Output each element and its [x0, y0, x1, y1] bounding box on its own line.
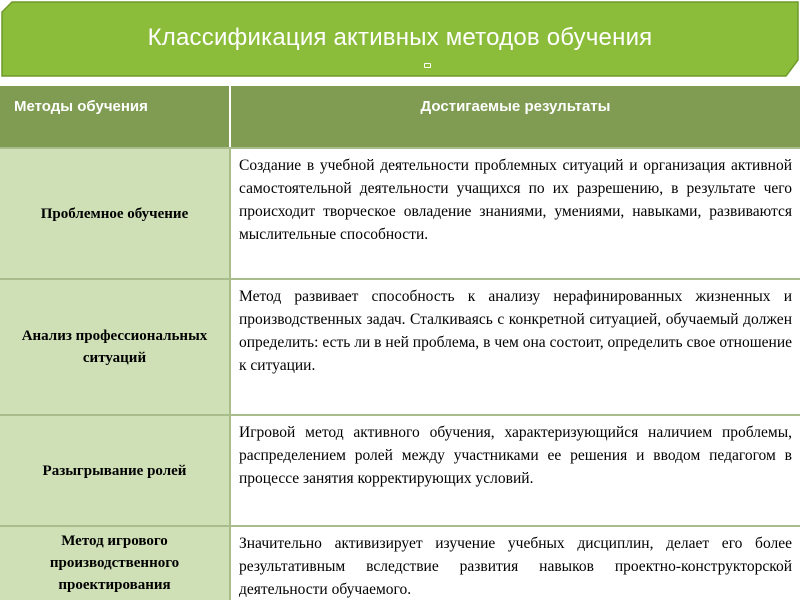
- method-cell: Анализ профессиональных ситуаций: [0, 280, 229, 414]
- page-title: Классификация активных методов обучения: [147, 24, 653, 51]
- table-row: [0, 527, 800, 600]
- header-results: Достигаемые результаты: [420, 98, 611, 115]
- placeholder-marker-icon: [424, 63, 431, 68]
- result-cell: Создание в учебной деятельности проблемных ситуаций и организация активной самостоятельной деятельности учащихся по их разрешению, в результате чего происходит творческое овладение знаниями, умениями, навыками, развиваются мыслительные способности.: [231, 149, 800, 278]
- header-methods: Методы обучения: [14, 98, 148, 115]
- table-row: [0, 149, 800, 278]
- method-cell: Метод игрового производственного проектирования: [0, 527, 229, 600]
- table-header: [0, 86, 800, 147]
- method-cell: Разыгрывание ролей: [0, 416, 229, 525]
- result-cell: Метод развивает способность к анализу нерафинированных жизненных и производственных задач. Сталкиваясь с конкретной ситуацией, обучаемый должен определить: есть ли в ней проблема, в чем она состоит, определить свое отношение к ситуации.: [231, 280, 800, 414]
- result-cell: Игровой метод активного обучения, характеризующийся наличием проблемы, распределением ролей между участниками ее решения и вводом педагогом в процессе занятия корректирующих условий.: [231, 416, 800, 525]
- methods-table: [0, 86, 800, 600]
- table-row: [0, 416, 800, 525]
- result-cell: Значительно активизирует изучение учебных дисциплин, делает его более результативным вследствие развития навыков проектно-конструкторской деятельности обучаемого.: [231, 527, 800, 600]
- table-row: [0, 280, 800, 414]
- title-banner: [0, 0, 800, 80]
- method-cell: Проблемное обучение: [0, 149, 229, 278]
